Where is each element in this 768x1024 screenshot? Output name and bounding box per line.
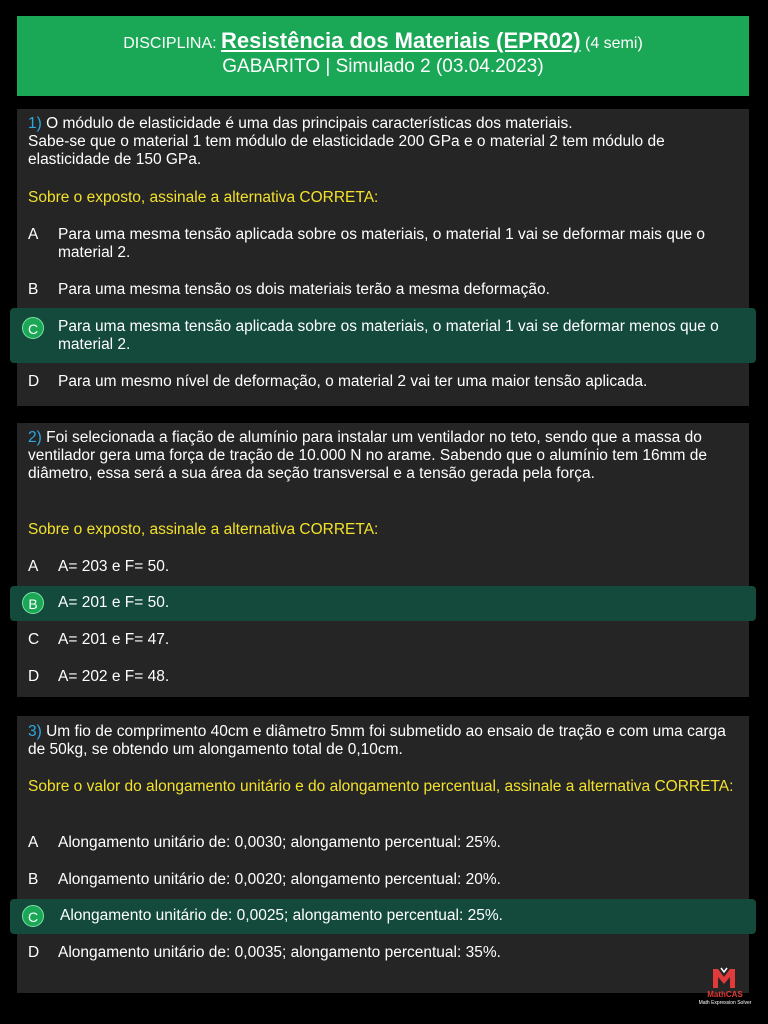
- option-letter: A: [28, 226, 39, 243]
- mathcas-m-icon: [711, 966, 737, 990]
- logo-tagline: Math Expression Solver: [698, 1000, 752, 1006]
- option-letter: D: [28, 944, 40, 961]
- header-title-line: [17, 28, 749, 54]
- logo-brand: MathCAS: [707, 990, 743, 999]
- option-b[interactable]: [28, 871, 740, 889]
- option-letter: D: [28, 668, 40, 685]
- option-text: A= 201 e F= 47.: [58, 631, 170, 648]
- correct-check-badge: C: [22, 317, 44, 339]
- correct-check-badge: B: [22, 592, 44, 614]
- option-text: A= 203 e F= 50.: [58, 558, 170, 575]
- header-subtitle: GABARITO | Simulado 2 (03.04.2023): [222, 56, 544, 77]
- correct-answer-row[interactable]: [10, 586, 756, 621]
- discipline-label: DISCIPLINA:: [123, 35, 217, 52]
- option-a[interactable]: [28, 834, 740, 852]
- correct-answer-row[interactable]: [10, 308, 756, 363]
- option-d[interactable]: [28, 373, 740, 391]
- question-card-3: [17, 716, 749, 993]
- option-text: Para uma mesma tensão os dois materiais terão a mesma deformação.: [58, 281, 550, 298]
- question-3-text: 3) Um fio de comprimento 40cm e diâmetro 5mm foi submetido ao ensaio de tração e com uma carga de 50kg, se obtendo um alongamento total de 0,10cm.: [28, 723, 726, 758]
- option-a[interactable]: [28, 558, 740, 576]
- course-title: Resistência dos Materiais (EPR02): [221, 28, 581, 53]
- correct-answer-row[interactable]: [10, 899, 756, 934]
- option-letter: C: [28, 631, 40, 648]
- option-text: Alongamento unitário de: 0,0035; alongamento percentual: 35%.: [58, 944, 501, 961]
- option-b[interactable]: [28, 281, 740, 299]
- question-card-2: [17, 423, 749, 697]
- question-1-text: 1) O módulo de elasticidade é uma das principais características dos materiais. Sabe-se que o material 1 tem módulo de elasticidade 200 GPa e o material 2 tem módulo de elasticidade de 150 GPa.: [28, 115, 665, 168]
- semester-label: (4 semi): [584, 35, 643, 52]
- question-2-prompt: Sobre o exposto, assinale a alternativa CORRETA:: [28, 521, 379, 538]
- question-3-prompt: Sobre o valor do alongamento unitário e do alongamento percentual, assinale a alternativa CORRETA:: [28, 778, 734, 795]
- question-2-text: 2) Foi selecionada a fiação de alumínio para instalar um ventilador no teto, sendo que a massa do ventilador gera uma força de tração de 10.000 N no arame. Sabendo que o alumínio tem 16mm de diâmetro, essa será a sua área da seção transversal e a tensão gerada pela força.: [28, 429, 707, 482]
- option-text: Alongamento unitário de: 0,0020; alongamento percentual: 20%.: [58, 871, 501, 888]
- mathcas-logo: [700, 966, 750, 1018]
- option-text: Para uma mesma tensão aplicada sobre os materiais, o material 1 vai se deformar mais que o material 2.: [58, 226, 705, 261]
- option-c[interactable]: [28, 631, 740, 649]
- correct-check-badge: C: [22, 905, 44, 927]
- option-text: Alongamento unitário de: 0,0030; alongamento percentual: 25%.: [58, 834, 501, 851]
- question-1-prompt: Sobre o exposto, assinale a alternativa CORRETA:: [28, 189, 379, 206]
- option-d[interactable]: [28, 668, 740, 686]
- option-text: Alongamento unitário de: 0,0025; alongamento percentual: 25%.: [60, 907, 503, 924]
- option-d[interactable]: [28, 944, 740, 962]
- option-a[interactable]: [28, 226, 740, 262]
- option-letter: B: [28, 871, 39, 888]
- header-banner: [17, 16, 749, 96]
- option-letter: B: [28, 281, 39, 298]
- option-text: A= 202 e F= 48.: [58, 668, 170, 685]
- option-text: Para um mesmo nível de deformação, o material 2 vai ter uma maior tensão aplicada.: [58, 373, 648, 390]
- option-letter: A: [28, 834, 39, 851]
- question-number: 2): [28, 429, 42, 446]
- option-letter: A: [28, 558, 39, 575]
- option-text: Para uma mesma tensão aplicada sobre os materiais, o material 1 vai se deformar menos que o material 2.: [58, 318, 719, 353]
- option-text: A= 201 e F= 50.: [58, 594, 170, 611]
- question-number: 1): [28, 115, 42, 132]
- option-letter: D: [28, 373, 40, 390]
- question-number: 3): [28, 723, 42, 740]
